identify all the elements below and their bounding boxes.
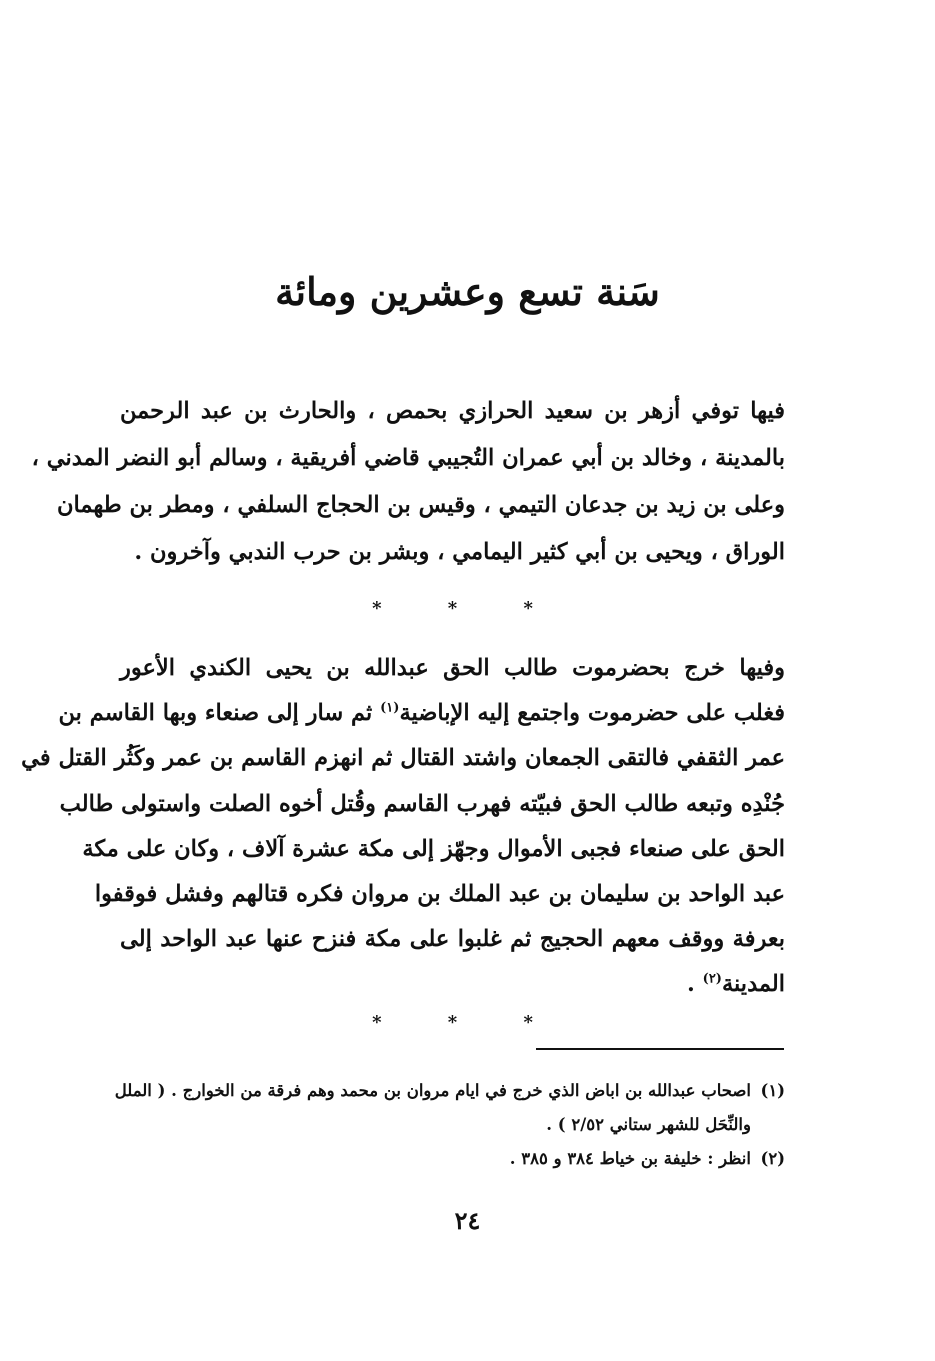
- end-period: .: [686, 971, 695, 998]
- paragraph-line-head: فغلب على حضرموت واجتمع إليه الإباضية: [399, 700, 785, 727]
- paragraph-line: بالمدينة ، وخالد بن أبي عمران التُجيبي قاضي أفريقية ، وسالم أبو النضر المدني ،: [31, 445, 785, 471]
- footnote-ref-1[interactable]: (١): [380, 700, 400, 716]
- paragraph-line: وعلى بن زيد بن جدعان التيمي ، وقيس بن الحجاج السلفي ، ومطر بن طهمان: [57, 492, 785, 518]
- footnote-number: (١): [760, 1081, 785, 1100]
- footnote-number: (٢): [760, 1149, 785, 1168]
- paragraph-line-head: المدينة: [721, 971, 785, 998]
- paragraph-line: عبد الواحد بن سليمان بن عبد الملك بن مروان فكره قتالهم وفشل فوقفوا: [94, 880, 785, 907]
- page-number: ٢٤: [454, 1206, 481, 1235]
- paragraph-line: بعرفة ووقف معهم الحجيج ثم غلبوا على مكة فنزح عنها عبد الواحد إلى: [120, 926, 785, 953]
- footnote-divider: [536, 1048, 784, 1050]
- footnote-1: [110, 1074, 785, 1108]
- chapter-title: سَنة تسع وعشرين ومائة: [275, 269, 660, 314]
- paragraph-line-tail: ثم سار إلى صنعاء وبها القاسم بن: [58, 700, 373, 727]
- paragraph-line: وفيها خرج بحضرموت طالب الحق عبدالله بن يحيى الكندي الأعور: [120, 655, 785, 681]
- paragraph-line: الوراق ، ويحيى بن أبي كثير اليمامي ، وبشر بن حرب الندبي وآخرون .: [134, 539, 785, 565]
- paragraph-line: [120, 962, 785, 1007]
- paragraph-line: فيها توفي أزهر بن سعيد الحرازي بحمص ، والحارث بن عبد الرحمن: [120, 398, 785, 424]
- footnote-2: [110, 1142, 785, 1176]
- paragraph-line: عمر الثقفي فالتقى الجمعان واشتد القتال ثم انهزم القاسم بن عمر وكَثُر القتل في: [21, 745, 785, 772]
- section-separator: * * *: [372, 1012, 563, 1033]
- footnotes: [110, 1074, 785, 1176]
- paragraph-deaths: [31, 388, 785, 576]
- paragraph-line: جُنْدِه وتبعه طالب الحق فبيّته فهرب القاسم وقُتل أخوه الصلت واستولى طالب: [59, 790, 785, 817]
- footnote-text: اصحاب عبدالله بن اباض الذي خرج في ايام مروان بن محمد وهم فرقة من الخوارج . ( الملل: [114, 1081, 751, 1100]
- section-separator: * * *: [372, 598, 563, 619]
- footnote-1-continuation: والنِّحَل للشهر ستاني ٢/٥٢ ) .: [546, 1115, 751, 1134]
- footnote-ref-2[interactable]: (٢): [702, 971, 722, 987]
- footnote-text: انظر : خليفة بن خياط ٣٨٤ و ٣٨٥ .: [509, 1149, 751, 1168]
- paragraph-line: الحق على صنعاء فجبى الأموال وجهّز إلى مكة عشرة آلاف ، وكان على مكة: [82, 835, 785, 862]
- paragraph-line: [58, 691, 785, 736]
- paragraph-events: [21, 646, 785, 1008]
